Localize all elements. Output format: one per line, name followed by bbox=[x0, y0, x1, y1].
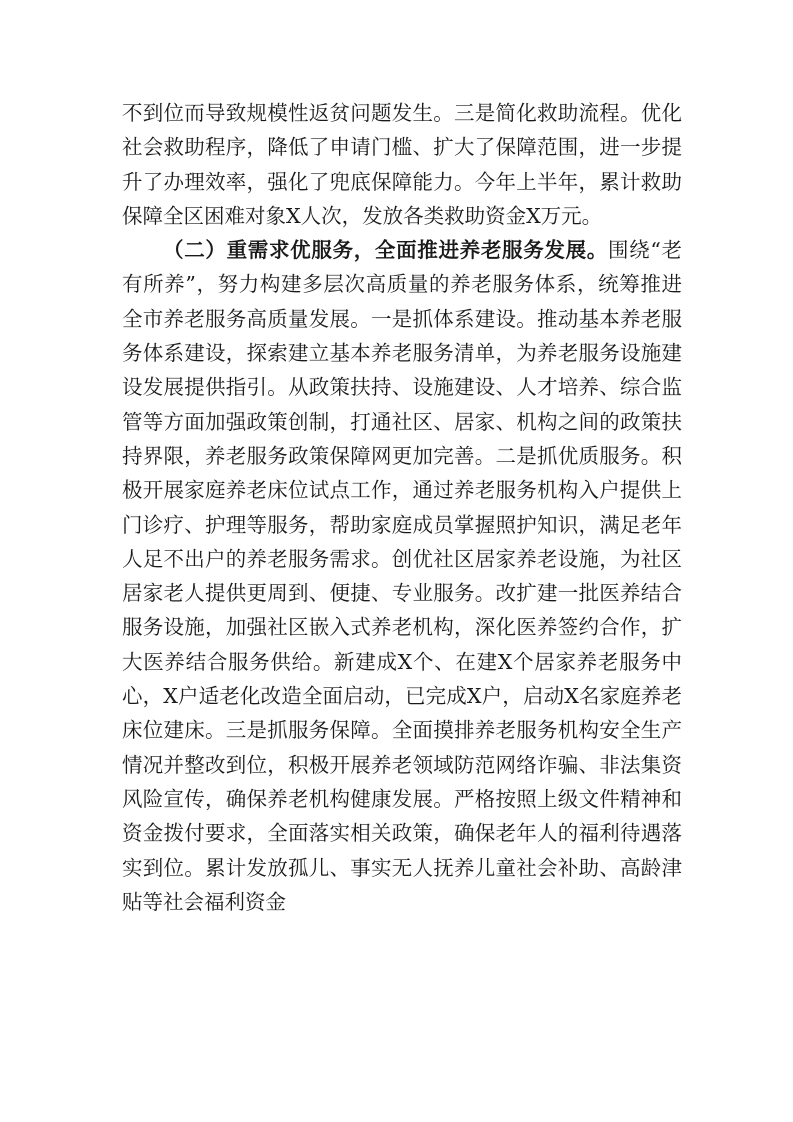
paragraph-elderly-care bbox=[122, 233, 682, 919]
paragraph-elderly-care-body: 围绕“老有所养”，努力构建多层次高质量的养老服务体系，统筹推进全市养老服务高质量发展。一是抓体系建设。推动基本养老服务体系建设，探索建立基本养老服务清单，为养老服务设施建设发展提供指引。从政策扶持、设施建设、人才培养、综合监管等方面加强政策创制，打通社区、居家、机构之间的政策扶持界限，养老服务政策保障网更加完善。二是抓优质服务。积极开展家庭养老床位试点工作，通过养老服务机构入户提供上门诊疗、护理等服务，帮助家庭成员掌握照护知识，满足老年人足不出户的养老服务需求。创优社区居家养老设施，为社区居家老人提供更周到、便捷、专业服务。改扩建一批医养结合服务设施，加强社区嵌入式养老机构，深化医养签约合作，扩大医养结合服务供给。新建成X个、在建X个居家养老服务中心，X户适老化改造全面启动，已完成X户，启动X名家庭养老床位建床。三是抓服务保障。全面摸排养老服务机构安全生产情况并整改到位，积极开展养老领域防范网络诈骗、非法集资风险宣传，确保养老机构健康发展。严格按照上级文件精神和资金拨付要求，全面落实相关政策，确保老年人的福利待遇落实到位。累计发放孤儿、事实无人抚养儿童社会补助、高龄津贴等社会福利资金 bbox=[122, 238, 682, 914]
section-heading: （二）重需求优服务，全面推进养老服务发展。 bbox=[163, 238, 608, 263]
document-body bbox=[122, 96, 682, 919]
paragraph-social-assistance: 不到位而导致规模性返贫问题发生。三是简化救助流程。优化社会救助程序，降低了申请门槛、扩大了保障范围，进一步提升了办理效率，强化了兜底保障能力。今年上半年，累计救助保障全区困难对象X人次，发放各类救助资金X万元。 bbox=[122, 101, 682, 228]
